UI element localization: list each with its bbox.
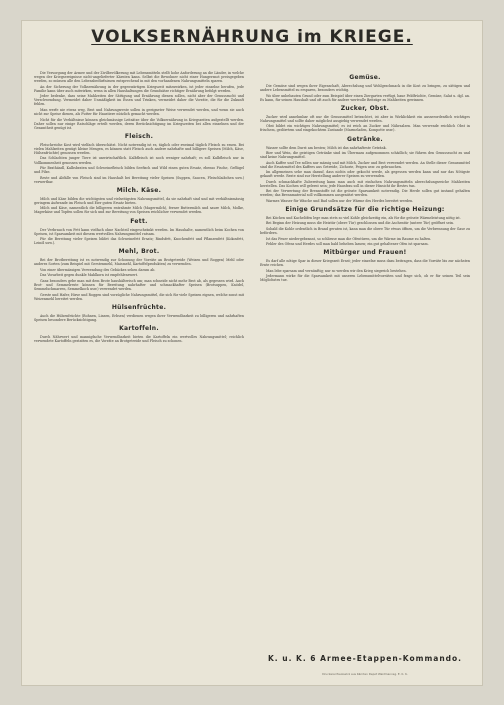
- body-paragraph: Durch schmackhafte Zubereitung kann man auch mit einfachen Nahrungsmitteln abwechslungsreiche Mahlzeiten herstellen. Das Kochen will gelernt sein; jede Hausfrau soll in dieser Hinsicht ihr Bestes tun.: [260, 179, 470, 188]
- body-paragraph: Gerste und Hafer, Hirse und Roggen sind vorzügliche Nahrungsmittel, die sich für viele Speisen eignen, welche sonst mit Weizenmehl bereitet werden.: [34, 292, 244, 301]
- section-heading: Fleisch.: [124, 132, 154, 140]
- body-paragraph: Der Verbrauch von Fett kann vielfach ohne Nachteil eingeschränkt werden. Im Haushalte, namentlich beim Kochen von Speisen, ist Sparsamkeit mit diesem wertvollen Nahrungsmittel ratsam.: [34, 227, 244, 236]
- section-heading: Kartoffeln.: [119, 324, 159, 332]
- body-paragraph: Bei der Brotbereitung ist es notwendig zur Schonung der Vorräte an Brotgetreide (Weizen und Roggen) Mehl oder anderes Sorten (zum Beispiel mit Gerstenmehl, Maismehl, Kartoffelprodukten) zu verwenden.: [34, 258, 244, 267]
- body-paragraph: Für Brathändl, Kalbsbraten und Schweinefleisch bilden Seefisch und Wild einen guten Ersatz, ebenso Fische, Geflügel und Pilze.: [34, 166, 244, 175]
- body-paragraph: Ist das Feuer niedergebrannt, so schliesse man die Ofentüren, um die Wärme im Raume zu halten.: [266, 236, 432, 241]
- body-paragraph: Sobald die Kohle ordentlich in Brand geraten ist, kann man die obere Tür etwas öffnen, um die Verbrennung der Gase zu befördern.: [260, 226, 470, 236]
- body-paragraph: Milch und Käse bilden die wichtigsten und vielseitigsten Nahrungsmittel, da sie nahrhaft sind und mit verhältnismässig geringem Aufwande im Fleisch und Eier guten Ersatz bieten.: [34, 196, 244, 205]
- body-paragraph: Wo über unbebauten Grund oder zum Beispiel über einen Ziergarten verfügt, baue Feldfrüchte, Gemüse, Salat u. dgl. an. Es kann, für seinen Haushalt und oft auch für andere wertvolle Beiträge zu Mahlzeiten gewinnen.: [260, 93, 470, 102]
- body-paragraph: Die Versorgung der Armee und der Zivilbevölkerung mit Lebensmitteln stellt hohe Anforderung an die Länder, in welche wegen der Kriegsereignisse nicht-angelieferter Kärnten kann. Selbst die Bewohner nicht einer Hungersnot preisgegeben werden, so müssen alle den Lebensbedürfnissen entsprechend in mit den vorhandenen Nahrungsmitteln sparen.: [34, 71, 244, 84]
- body-paragraph: Man werfe nie etwas weg, Brot und Nahrungsreste sollen in geeigneter Weise verwendet werden, und wenn sie auch nicht zur Speise dienen, als Futter für Haustiere nützlich gemacht werden.: [34, 107, 244, 117]
- body-paragraph: Nicht für die Verhältnisse können gleichmässige Leitsätze über die Volksernährung in Kriegszeiten aufgestellt werden. Daher sollen nur einige Ratschläge erteilt werden, deren Berücksichtigung im Kriegszeiten bei allen einzelnen und der Gesamtheit genügt ist.: [34, 117, 244, 130]
- body-paragraph: An der Sicherung der Volksernährung in der gegenwärtigen Kriegszeit mitzuwirken, ist jeder einzelne berufen, jede Familie kann über auch mitwirken, wenn in allen Haushaltungen die Grundsätze richtiger Ernährung befolgt werden.: [34, 84, 244, 93]
- body-paragraph: Für die Bereitung vieler Speisen bildet das Schweinefett Ersatz; Rindsfett, Knochenfett und Pflanzenfett (Kokosfett, Leinöl usw.).: [34, 237, 244, 246]
- body-paragraph: Reste und Abfälle von Fleisch sind im Haushalt bei Bereitung vieler Speisen (Suppen, Saucen, Fleischlaibchen usw.) verwertbar.: [34, 175, 244, 184]
- body-paragraph: Fehler des Ofens und Herdes soll man bald beheben lassen; ein gut gehaltener Ofen ist sparsam.: [266, 242, 429, 247]
- section-heading: Getränke.: [346, 135, 384, 143]
- section-heading: Zucker, Obst.: [340, 104, 390, 112]
- body-paragraph: Von einer übermässigen Verwendung des Gebäckes sehen darum ab.: [40, 267, 156, 272]
- body-paragraph: Bei der Verwertung der Brennstoffe ist die grösste Sparsamkeit notwendig. Die Herde sollen gut instand gehalten werden; das Brennmaterial soll vollkommen ausgenützt werden.: [260, 189, 470, 198]
- right-column: [260, 71, 470, 284]
- section-heading: Hülsenfrüchte.: [111, 303, 167, 311]
- body-paragraph: Zucker wird annehmbar oft nur die Genussmittel betrachtet, ist aber in Wirklichkeit ein ausserordentlich wichtiges Nahrungsmittel und sollte daher möglichst ausgiebig verwendet werden.: [260, 114, 470, 123]
- body-paragraph: Durch Nährwert und mannigfache Verwendbarkeit bieten die Kartoffeln ein wertvolles Nahrungsmittel; reichlich verwendete Kartoffeln gestatten es, die Vorräte an Brotgetreide und Fleisch zu schonen.: [34, 334, 244, 344]
- body-paragraph: Das Schlachten junger Tiere ist unwirtschaftlich. Kalbfleisch ist noch weniger nahrhaft; es soll Kalbfleisch nur in Vollkommenheit genossen werden.: [34, 156, 244, 165]
- body-paragraph: Obst bildet ein wichtiges Nahrungsmittel; es ist reich an Zucker und Nährsalzen. Man verwende reichlich Obst in frischem, gedörrtem und eingekochtem Zustande (Marmeladen, Kompotte usw.).: [260, 124, 470, 133]
- section-heading: Milch. Käse.: [116, 186, 162, 194]
- body-paragraph: Jeder bedenke, dass seine Mahlzeiten der Sättigung und Ernährung dienen sollen, nicht aber der Genusssucht und Verschwendung. Vermeidet daher Unmäßigkeit im Essen und Trinken, vermeidet daher die Vorräte, die für die Zukunft fehlen.: [34, 94, 244, 107]
- body-paragraph: Bier und Wein, die geistigen Getränke sind im Übermass aufgenommen schädlich; sie führen den Genusssucht zu und sind keine Nahrungsmittel.: [260, 151, 470, 160]
- body-paragraph: Ganz besonders gebe man mit dem Brote haushälterisch um; man schneide nicht mehr Brot ab, als gegessen wird. Auch Brot- und Semmelreste können für Bereitung nahrhafter und schmackhafter Speisen (Brotsuppen, Knödel, Semmelschmarren, Semmelkoch usw.) verwendet werden.: [34, 278, 244, 292]
- body-paragraph: Man lebe sparsam und vernünftig; nur so werden wir den Krieg siegreich bestehen.: [266, 268, 407, 273]
- poster-sheet: [22, 21, 482, 685]
- body-paragraph: Es darf alle nötige Spar in dieser Kriegszeit Ernst; jeder einzelne muss dazu beitragen, dass die Vorräte bis zur nächsten Ernte reichen.: [260, 259, 470, 268]
- body-paragraph: Im allgemeinen sehe man darauf, dass nichts oder gekocht werde, als gegessen werden kann und nur das Nötigste gekauft werde. Reste sind zur Herstellung anderer Speisen zu verwenden.: [260, 170, 470, 179]
- issuer-signature: K. u. K. 6 Armee-Etappen-Kommando.: [267, 654, 463, 663]
- left-column: [34, 71, 244, 345]
- section-heading: Mehl, Brot.: [118, 248, 160, 256]
- body-paragraph: Bei Beginn der Heizung muss die Heiztür (obere Tür) geschlossen und die Aschentür (untere Tür) geöffnet sein.: [266, 221, 455, 226]
- body-paragraph: Die Gemüse sind wegen ihrer Eigenschaft, Abwechslung und Wohlgeschmack in die Kost zu bringen, zu sättigen und andere Lebensmittel zu ersparen, besonders wichtig.: [260, 84, 470, 93]
- body-paragraph: Fleischreiche Kost wird vielfach überschätzt. Nicht notwendig ist es, täglich oder zweimal täglich Fleisch zu essen. Bei vielen Mahlzeiten genügt kleine Mengen, es können statt Fleisch auch andere nahrhafte und billigere Speisen (Milch, Käse, Hülsenfrüchte) genossen werden.: [34, 142, 244, 155]
- body-paragraph: Wasser sollte dem Durst am besten; Milch ist das nahrhafteste Getränk.: [266, 145, 387, 150]
- section-heading: Einige Grundsätze für die richtige Heizung:: [285, 206, 445, 213]
- section-heading: Mitbürger und Frauen!: [323, 249, 407, 257]
- body-paragraph: Das Vorarbeit gegen dunkle Mahlkorn ist empfehlenswert.: [40, 273, 139, 278]
- poster-title: VOLKSERNÄHRUNG im KRIEGE.: [91, 27, 413, 47]
- body-paragraph: Milch und Käse, namentlich die billigeren entrahmte Milch (Magermilch), ferner Buttermilch und saure Milch, Molke, Magerkäse und Topfen sollen für sich und zur Bereitung von Speisen reichlicher verwendet werden.: [34, 206, 244, 215]
- section-heading: Fett.: [130, 217, 148, 225]
- body-paragraph: Auch die Hülsenfrüchte (Bohnen, Linsen, Erbsen) verdienen wegen ihrer Verwendbarkeit zu billigeren und nahrhaften Speisen besondere Berücksichtigung.: [34, 313, 244, 322]
- printer-imprint: Druckerei Paulowicz aus Kärnten Depot Waidmannsg. E. K. K.: [322, 672, 408, 676]
- body-paragraph: Jedermann wirke für die Sparsamkeit mit unseren Lebensmittelvorräten und frage sich, ob er für seinen Teil sein Möglichstes tue.: [260, 274, 470, 283]
- body-paragraph: Auch Kaffee und Tee sollen nur mässig und mit Milch, Zucker und Brot verwendet werden. An Stelle dieser Genussmittel sind die Ersatzmittel des Kaffees aus Getreide, Zichorie, Feigen usw. zu gebrauchen.: [260, 160, 470, 169]
- body-paragraph: Bei Küchen und Kachelöfen lege man stets so viel Kohle gleichzeitig ein, als für die grösste Wärmeleistung nötig ist.: [266, 216, 461, 220]
- body-paragraph: Warmes Wasser für Wäsche und Bad sollen nur der Wärme des Herdes bereitet werden.: [266, 198, 414, 203]
- section-heading: Gemüse.: [349, 74, 381, 81]
